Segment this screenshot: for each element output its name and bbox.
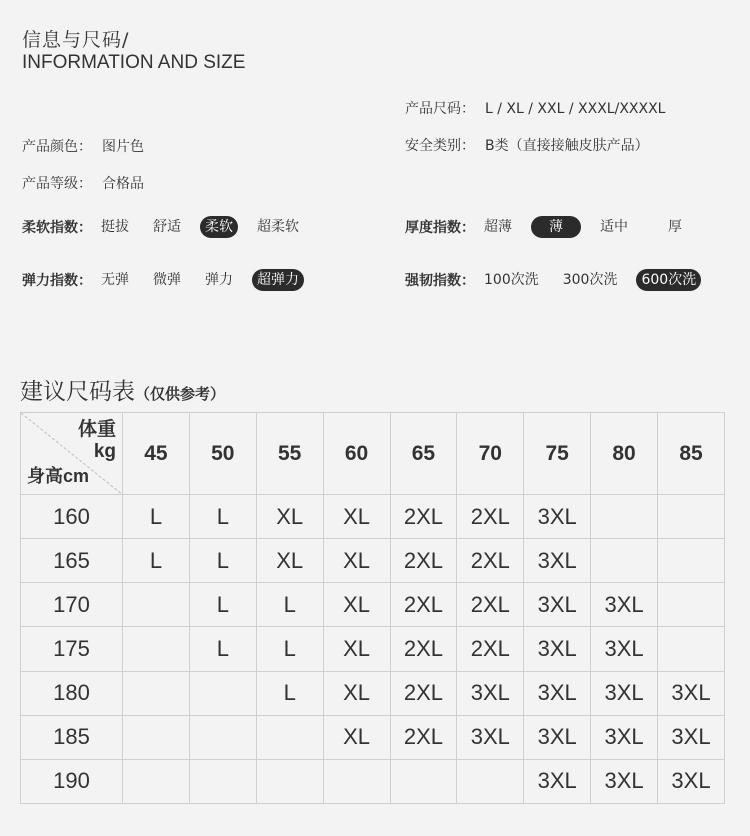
- size-cell: L: [256, 627, 323, 671]
- size-cell: 3XL: [457, 671, 524, 715]
- height-cell: 165: [21, 539, 123, 583]
- size-cell: 3XL: [591, 583, 658, 627]
- size-cell: 2XL: [390, 583, 457, 627]
- height-cell: 160: [21, 495, 123, 539]
- height-cell: 170: [21, 583, 123, 627]
- size-cell: XL: [323, 627, 390, 671]
- info-size: [405, 98, 665, 118]
- size-cell: L: [189, 539, 256, 583]
- size-cell: [189, 715, 256, 759]
- size-cell: 3XL: [524, 495, 591, 539]
- weight-header-row: [21, 413, 725, 495]
- softness-option: 超柔软: [257, 219, 299, 235]
- size-cell: [256, 715, 323, 759]
- info-size-label: 产品尺码：: [405, 101, 475, 117]
- size-cell: 3XL: [457, 715, 524, 759]
- thickness-option-selected: 薄: [531, 216, 581, 238]
- table-row: [21, 583, 725, 627]
- size-cell: [658, 495, 725, 539]
- info-color-value: 图片色: [102, 139, 144, 155]
- size-cell: 2XL: [457, 583, 524, 627]
- size-table-subtitle: （仅供参考）: [135, 385, 226, 403]
- size-cell: [189, 759, 256, 803]
- size-cell: 3XL: [658, 715, 725, 759]
- size-cell: XL: [323, 495, 390, 539]
- toughness-option: 100次洗: [484, 272, 539, 288]
- size-cell: 3XL: [524, 759, 591, 803]
- size-cell: [390, 759, 457, 803]
- size-cell: 2XL: [390, 627, 457, 671]
- weight-header-cell: 55: [256, 413, 323, 495]
- size-cell: XL: [323, 539, 390, 583]
- toughness-label: 强韧指数：: [405, 273, 475, 289]
- size-cell: [658, 539, 725, 583]
- weight-header-cell: 50: [189, 413, 256, 495]
- table-row: [21, 759, 725, 803]
- size-cell: 2XL: [457, 495, 524, 539]
- size-cell: L: [256, 583, 323, 627]
- softness-scale: [22, 216, 318, 238]
- size-cell: 3XL: [524, 583, 591, 627]
- size-cell: XL: [323, 715, 390, 759]
- size-cell: 3XL: [524, 671, 591, 715]
- table-row: [21, 495, 725, 539]
- size-cell: [658, 627, 725, 671]
- size-cell: 2XL: [390, 495, 457, 539]
- info-color-label: 产品颜色：: [22, 139, 92, 155]
- table-row: [21, 539, 725, 583]
- height-axis-label: 身高cm: [27, 466, 90, 486]
- info-color: [22, 136, 144, 156]
- table-row: [21, 627, 725, 671]
- weight-header-cell: 70: [457, 413, 524, 495]
- size-cell: L: [123, 539, 190, 583]
- weight-header-cell: 80: [591, 413, 658, 495]
- weight-header-cell: 45: [123, 413, 190, 495]
- elasticity-option: 微弹: [153, 272, 181, 288]
- softness-label: 柔软指数：: [22, 220, 92, 236]
- table-row: [21, 715, 725, 759]
- size-cell: [123, 715, 190, 759]
- thickness-label: 厚度指数：: [405, 220, 475, 236]
- info-safety-label: 安全类别：: [405, 138, 475, 154]
- weight-header-cell: 75: [524, 413, 591, 495]
- weight-unit: kg: [93, 441, 116, 462]
- size-cell: [457, 759, 524, 803]
- height-cell: 180: [21, 671, 123, 715]
- toughness-scale: [405, 269, 715, 291]
- toughness-option: 300次洗: [562, 272, 618, 288]
- height-cell: 185: [21, 715, 123, 759]
- size-cell: [591, 495, 658, 539]
- size-cell: [189, 671, 256, 715]
- size-cell: 3XL: [591, 715, 658, 759]
- size-cell: 2XL: [457, 627, 524, 671]
- size-cell: [591, 539, 658, 583]
- elasticity-option-selected: 超弹力: [252, 269, 304, 291]
- corner-header-cell: [21, 413, 123, 495]
- size-cell: XL: [256, 539, 323, 583]
- height-cell: 190: [21, 759, 123, 803]
- size-cell: 3XL: [591, 671, 658, 715]
- size-cell: L: [189, 627, 256, 671]
- size-cell: [123, 759, 190, 803]
- size-cell: [123, 583, 190, 627]
- thickness-option: 适中: [600, 219, 628, 235]
- size-cell: 2XL: [457, 539, 524, 583]
- size-cell: 3XL: [591, 627, 658, 671]
- size-cell: L: [189, 583, 256, 627]
- size-cell: [658, 583, 725, 627]
- size-cell: 3XL: [591, 759, 658, 803]
- toughness-option-selected: 600次洗: [636, 269, 701, 291]
- size-table-title: [20, 373, 225, 406]
- size-table-title-text: 建议尺码表: [20, 379, 135, 405]
- size-cell: [256, 759, 323, 803]
- size-cell: XL: [256, 495, 323, 539]
- size-cell: [123, 627, 190, 671]
- weight-axis-label: [78, 419, 116, 463]
- info-safety: [405, 135, 649, 155]
- info-grade: [22, 173, 144, 193]
- info-size-value: L / XL / XXL / XXXL/XXXXL: [485, 101, 666, 117]
- weight-header-cell: 60: [323, 413, 390, 495]
- weight-header-cell: 85: [658, 413, 725, 495]
- elasticity-scale: [22, 269, 318, 291]
- info-grade-value: 合格品: [102, 176, 144, 192]
- weight-header-cell: 65: [390, 413, 457, 495]
- size-cell: XL: [323, 671, 390, 715]
- elasticity-option: 无弹: [101, 272, 129, 288]
- softness-option: 挺拔: [101, 219, 129, 235]
- size-cell: [123, 671, 190, 715]
- softness-option-selected: 柔软: [200, 216, 238, 238]
- size-cell: XL: [323, 583, 390, 627]
- size-cell: [323, 759, 390, 803]
- size-cell: 3XL: [658, 671, 725, 715]
- section-title-cn: 信息与尺码/: [22, 29, 130, 51]
- size-chart-table: [20, 412, 725, 804]
- size-cell: 2XL: [390, 715, 457, 759]
- size-cell: 2XL: [390, 539, 457, 583]
- table-row: [21, 671, 725, 715]
- size-cell: L: [189, 495, 256, 539]
- thickness-scale: [405, 216, 701, 238]
- elasticity-option: 弹力: [205, 272, 233, 288]
- info-grade-label: 产品等级：: [22, 176, 92, 192]
- thickness-option: 厚: [668, 219, 682, 235]
- height-cell: 175: [21, 627, 123, 671]
- weight-label: 体重: [77, 419, 116, 440]
- thickness-option: 超薄: [484, 219, 512, 235]
- size-cell: 3XL: [524, 539, 591, 583]
- size-cell: L: [123, 495, 190, 539]
- section-title-en: INFORMATION AND SIZE: [22, 52, 246, 73]
- size-cell: 3XL: [524, 715, 591, 759]
- softness-option: 舒适: [153, 219, 181, 235]
- size-cell: L: [256, 671, 323, 715]
- size-cell: 2XL: [390, 671, 457, 715]
- info-safety-value: B类（直接接触皮肤产品）: [485, 138, 649, 154]
- size-cell: 3XL: [658, 759, 725, 803]
- elasticity-label: 弹力指数：: [22, 273, 92, 289]
- size-cell: 3XL: [524, 627, 591, 671]
